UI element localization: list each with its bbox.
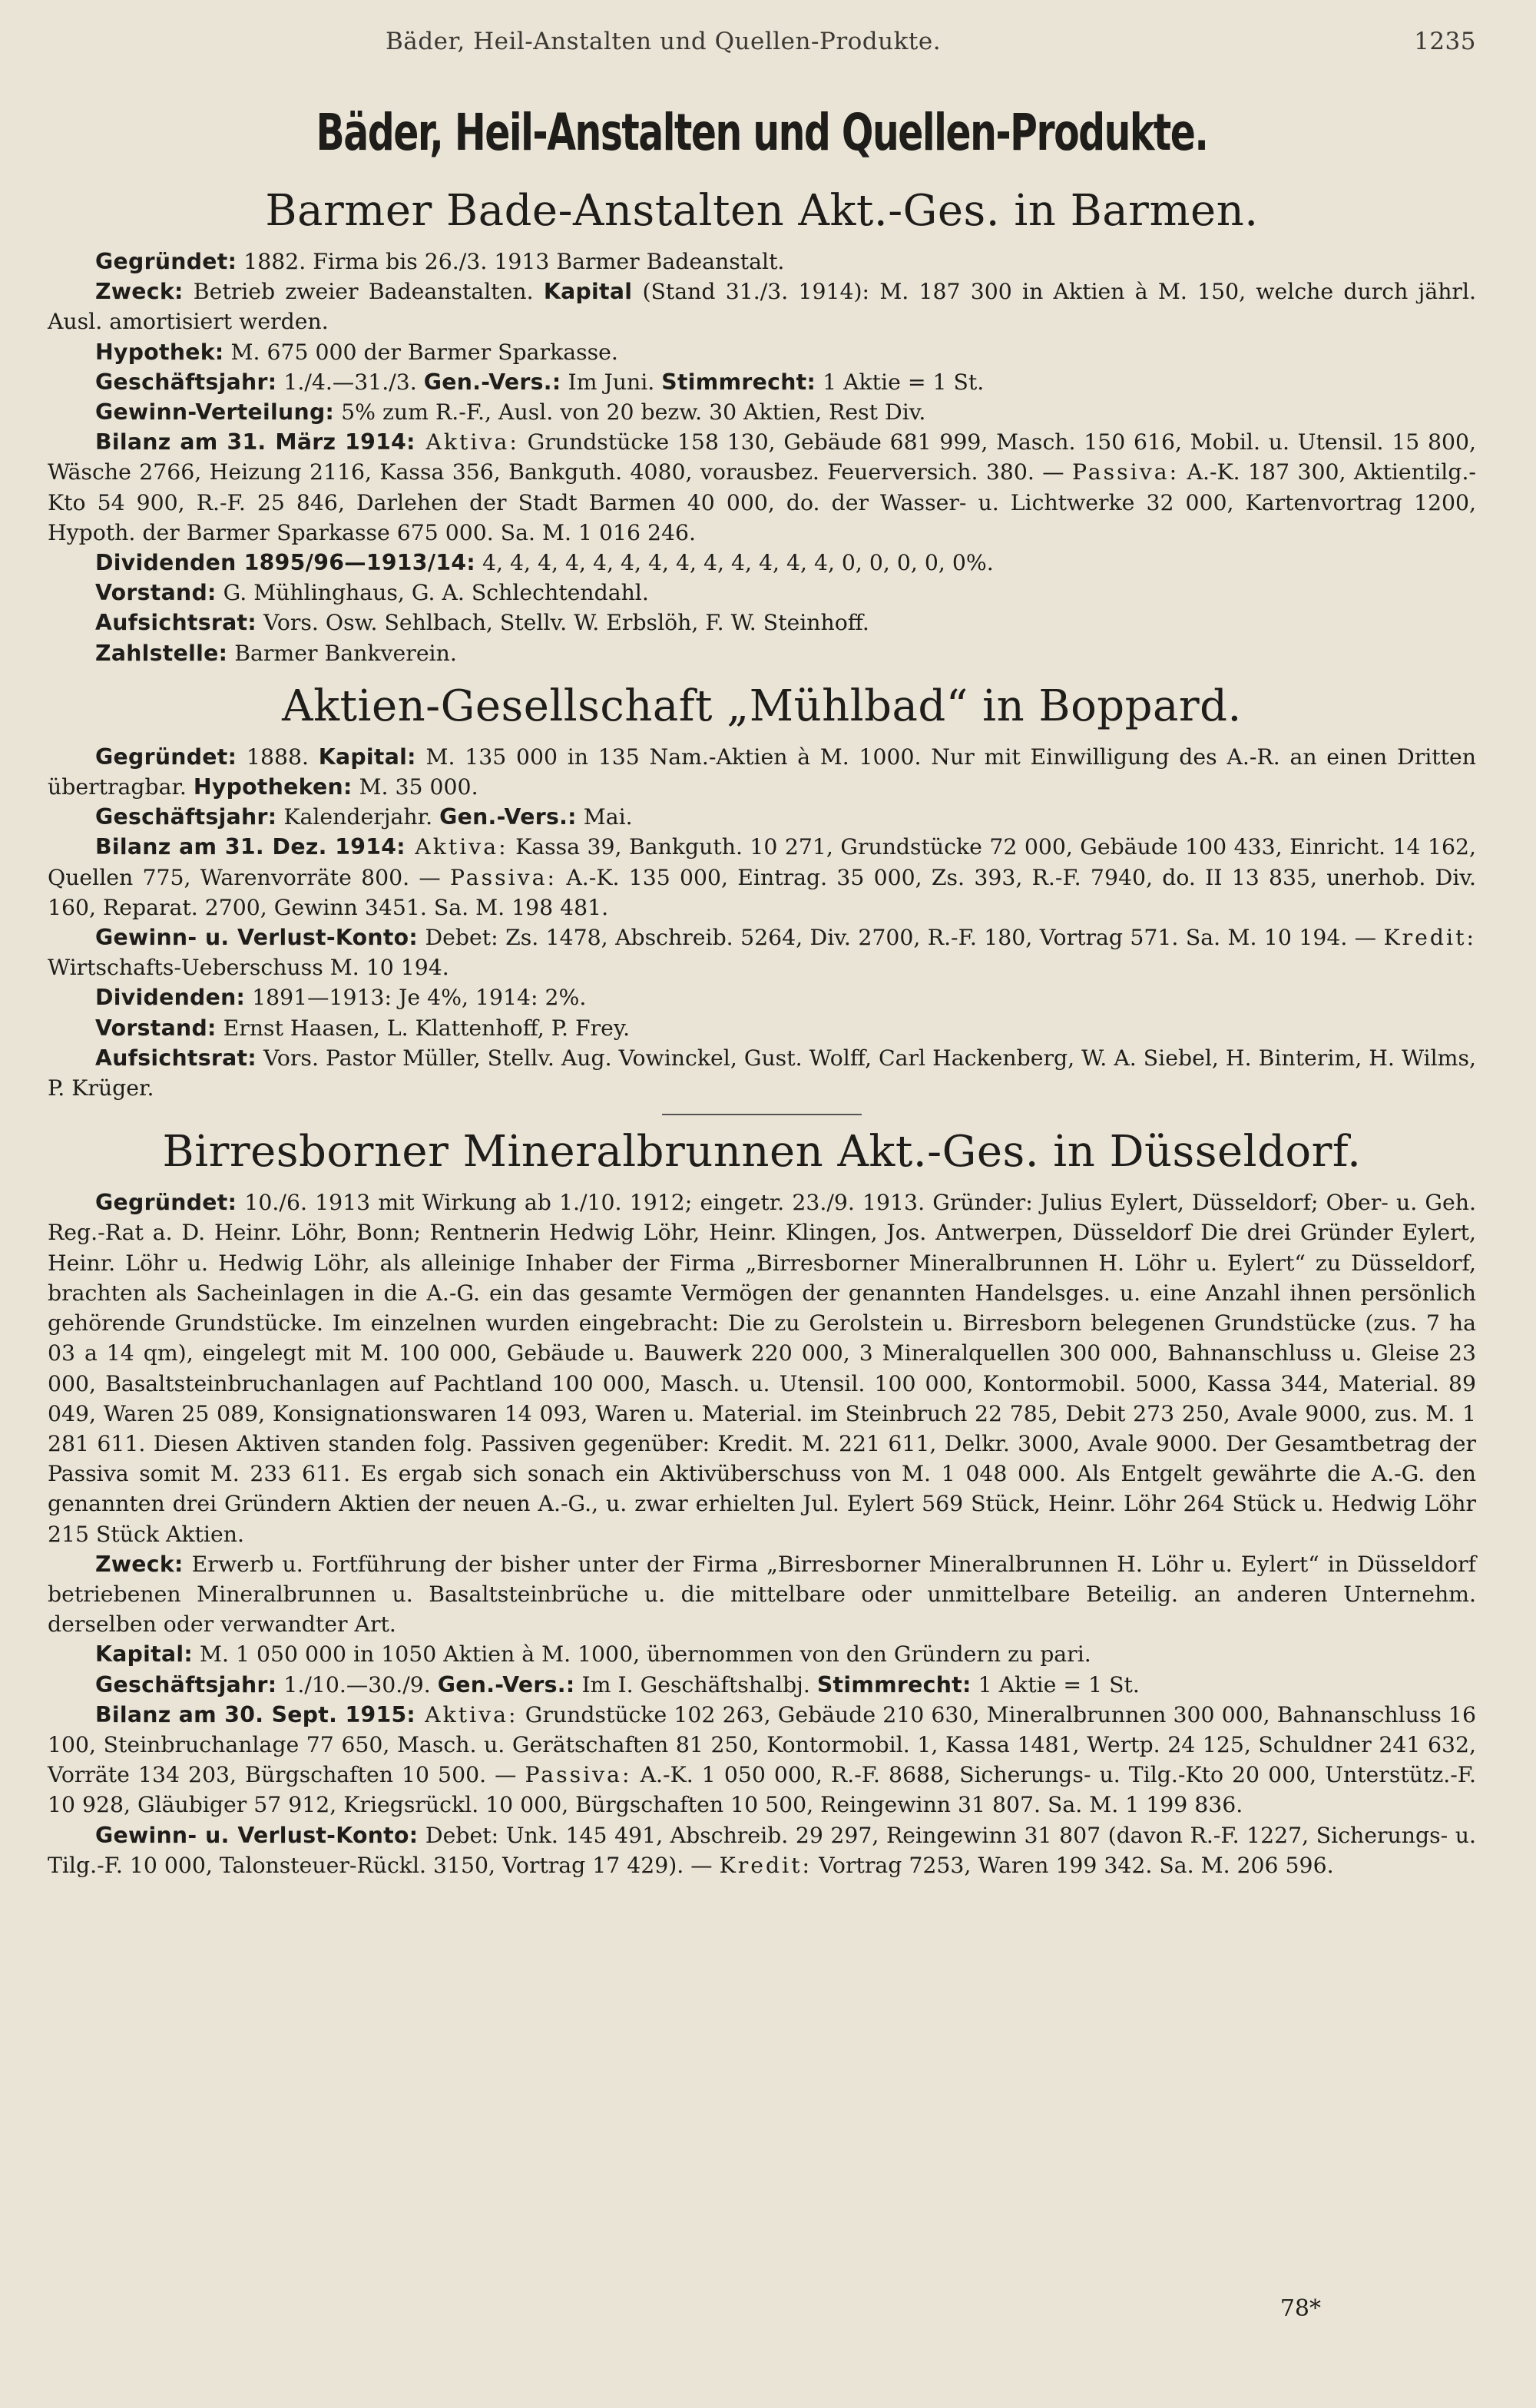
entry-text: 5% zum R.-F., Ausl. von 20 bezw. 30 Aktien, Rest Div. [334,399,926,426]
entry-paragraph [48,277,1476,336]
entry-label: Hypotheken: [193,774,353,800]
entry-paragraph [48,427,1476,548]
entry-text: A.-K. 135 000, Eintrag. 35 000, Zs. 393, R.-F. 7940, do. II 13 835, unerhob. Div. 160, Reparat. 2700, Gewinn 3451. Sa. M. 198 481. [48,864,1476,920]
entry-paragraph [48,1670,1476,1700]
entry-label: Geschäftsjahr: [95,804,277,830]
entry-paragraph [48,1013,1476,1043]
entry-paragraph [48,638,1476,668]
entry-text: Vors. Pastor Müller, Stellv. Aug. Vowinckel, Gust. Wolff, Carl Hackenberg, W. A. Siebel, H. Binterim, H. Wilms, P. Krüger. [48,1045,1476,1101]
entry-text: Ernst Haasen, L. Klattenhoff, P. Frey. [216,1015,631,1041]
section-title: Bäder, Heil-Anstalten und Quellen-Produkte. [316,103,1208,162]
entry-text: A.-K. 1 050 000, R.-F. 8688, Sicherungs- u. Tilg.-Kto 20 000, Unterstütz.-F. 10 928, Gläubiger 57 912, Kriegsrückl. 10 000, Bürgschaften 10 500, Reingewinn 31 807. Sa. M. 1 199 836. [48,1762,1476,1818]
entry-text: Kassa 39, Bankguth. 10 271, Grundstücke 72 000, Gebäude 100 433, Einricht. 14 162, Quellen 775, Warenvorräte 800. — [48,834,1476,890]
entry-spaced-term: Aktiva: [405,834,508,860]
entry-paragraph [48,367,1476,397]
entry-label: Dividenden 1895/96—1913/14: [95,550,476,576]
entry-label: Stimmrecht: [661,369,816,395]
entry-spaced-term: Passiva: [449,864,558,890]
entry-text: Debet: Unk. 145 491, Abschreib. 29 297, Reingewinn 31 807 (davon R.-F. 1227, Sicherungs- u. Tilg.-F. 10 000, Talonsteuer-Rückl. 3150, Vortrag 17 429). — [48,1822,1476,1878]
entry-text: Im I. Geschäftshalbj. [574,1671,817,1698]
entry-label: Aufsichtsrat: [95,610,257,636]
entry-spaced-term: Kredit: [1383,925,1476,951]
entry-text: 1 Aktie = 1 St. [971,1671,1140,1698]
company-name: Birresborner Mineralbrunnen Akt.-Ges. in Düsseldorf. [162,1127,1362,1178]
entry-text: Erwerb u. Fortführung der bisher unter der Firma „Birresborner Mineralbrunnen H. Löhr u. Eylert“ in Düsseldorf betriebenen Mineralbrunnen u. Basaltsteinbrüche u. die mittelbare oder unmittelbare Beteilig. an anderen Unternehm. derselben oder verwandter Art. [48,1551,1476,1638]
page-number: 1235 [1414,28,1476,55]
entry-text: Betrieb zweier Badeanstalten. [183,279,544,305]
entry-label: Dividenden: [95,985,246,1011]
entry-label: Stimmrecht: [816,1671,972,1698]
entry-label: Gen.-Vers.: [437,1671,575,1698]
entry-text: A.-K. 187 300, Aktientilg.-Kto 54 900, R.-F. 25 846, Darlehen der Stadt Barmen 40 000, do. der Wasser- u. Lichtwerke 32 000, Kartenvortrag 1200, Hypoth. der Barmer Sparkasse 675 000. Sa. M. 1 016 246. [48,459,1476,545]
entry-text: Grundstücke 158 130, Gebäude 681 999, Masch. 150 616, Mobil. u. Utensil. 15 800, Wäsche 2766, Heizung 2116, Kassa 356, Bankguth. 4080, vorausbez. Feuerversich. 380. — [48,429,1476,485]
entry-label: Bilanz am 31. März 1914: [95,429,415,455]
running-head-title: Bäder, Heil-Anstalten und Quellen-Produkte. [386,28,942,55]
entry-text: M. 135 000 in 135 Nam.-Aktien à M. 1000. Nur mit Einwilligung des A.-R. an einen Dritten übertragbar. [48,744,1476,800]
entry-label: Gen.-Vers.: [439,804,577,830]
entry-label: Kapital: [95,1641,194,1668]
entry-label: Gen.-Vers.: [423,369,561,395]
entry-label: Zweck: [95,1551,184,1577]
entry-text: Debet: Zs. 1478, Abschreib. 5264, Div. 2700, R.-F. 180, Vortrag 571. Sa. M. 10 194. — [418,925,1384,951]
entry-label: Gegründet: [95,249,237,274]
entry-paragraph [48,1820,1476,1880]
entry-text: (Stand 31./3. 1914): M. 187 300 in Aktien à M. 150, welche durch jährl. Ausl. amortisiert werden. [48,279,1476,335]
entry-spaced-term: Passiva: [525,1762,632,1788]
entry-paragraph [48,247,1476,277]
entry-label: Zweck: [95,279,184,305]
entry-text: 1 Aktie = 1 St. [816,369,985,395]
signature-mark: 78* [1279,2295,1321,2322]
entry-label: Geschäftsjahr: [95,369,277,395]
entry-text: M. 35 000. [352,774,478,800]
entry-spaced-term: Aktiva: [415,1701,518,1727]
entry-text: Wirtschafts-Ueberschuss M. 10 194. [48,955,449,981]
entry-paragraph [48,608,1476,638]
entry-paragraph [48,832,1476,922]
entry-label: Vorstand: [95,580,217,606]
entry-text: Barmer Bankverein. [227,640,457,666]
entry-paragraph [48,1043,1476,1103]
running-head [48,28,1476,55]
entry-text: 1888. [237,744,319,770]
entry-paragraph [48,922,1476,982]
company-section [48,679,1476,1103]
company-name: Barmer Bade-Anstalten Akt.-Ges. in Barmen. [265,186,1259,236]
entry-label: Kapital: [318,744,416,770]
entry-label: Hypothek: [95,339,224,365]
entry-text: Im Juni. [561,369,662,395]
entry-text: 1./4.—31./3. [276,369,424,395]
entry-text: 4, 4, 4, 4, 4, 4, 4, 4, 4, 4, 4, 4, 4, 0, 0, 0, 0, 0%. [475,550,994,576]
entry-label: Vorstand: [95,1015,217,1041]
entry-text: Vors. Osw. Sehlbach, Stellv. W. Erbslöh, F. W. Steinhoff. [256,610,869,636]
divider [662,1114,862,1115]
entry-label: Aufsichtsrat: [95,1045,257,1071]
entry-paragraph [48,1639,1476,1669]
entry-label: Gegründet: [95,744,237,770]
entry-label: Gewinn-Verteilung: [95,399,335,426]
entry-paragraph [48,1700,1476,1820]
entry-text: 10./6. 1913 mit Wirkung ab 1./10. 1912; eingetr. 23./9. 1913. Gründer: Julius Eylert, Düsseldorf; Ober- u. Geh. Reg.-Rat a. D. Heinr. Löhr, Bonn; Rentnerin Hedwig Löhr, Heinr. Klingen, Jos. Antwerpen, Düsseldorf Die drei Gründer Eylert, Heinr. Löhr u. Hedwig Löhr, als alleinige Inhaber der Firma „Birresborner Mineralbrunnen H. Löhr u. Eylert“ zu Düsseldorf, brachten als Sacheinlagen in die A.-G. ein das gesamte Vermögen der genannten Handelsges. u. eine Anzahl ihnen persönlich gehörende Grundstücke. Im einzelnen wurden eingebracht: Die zu Gerolstein u. Birresborn belegenen Grundstücke (zus. 7 ha 03 a 14 qm), eingelegt mit M. 100 000, Gebäude u. Bauwerk 220 000, 3 Mineralquellen 300 000, Bahnanschluss u. Gleise 23 000, Basaltsteinbruchanlagen auf Pachtland 100 000, Masch. u. Utensil. 100 000, Kontormobil. 5000, Kassa 344, Material. 89 049, Waren 25 089, Konsignationswaren 14 093, Waren u. Material. im Steinbruch 22 785, Debit 273 250, Avale 9000, zus. M. 1 281 611. Diesen Aktiven standen folg. Passiven gegenüber: Kredit. M. 221 611, Delkr. 3000, Avale 9000. Der Gesamtbetrag der Passiva somit M. 233 611. Es ergab sich sonach ein Aktivüberschuss von M. 1 048 000. Als Entgelt gewährte die A.-G. den genannten drei Gründern Aktien der neuen A.-G., u. zwar erhielten Jul. Eylert 569 Stück, Heinr. Löhr 264 Stück u. Hedwig Löhr 215 Stück Aktien. [48,1190,1476,1547]
entry-paragraph [48,1187,1476,1548]
entry-spaced-term: Aktiva: [415,429,519,455]
entry-label: Bilanz am 30. Sept. 1915: [95,1701,416,1727]
company-section [48,1114,1476,1880]
company-list [48,184,1476,1880]
entry-paragraph [48,397,1476,427]
entry-text: Kalenderjahr. [276,804,440,830]
entry-label: Zahlstelle: [95,640,228,666]
entry-paragraph [48,548,1476,578]
entry-text: Vortrag 7253, Waren 199 342. Sa. M. 206 596. [812,1852,1334,1878]
entry-label: Gewinn- u. Verlust-Konto: [95,925,419,951]
entry-text: G. Mühlinghaus, G. A. Schlechtendahl. [216,580,649,606]
entry-label: Bilanz am 31. Dez. 1914: [95,834,406,860]
entry-label: Geschäftsjahr: [95,1671,277,1698]
entry-text: M. 675 000 der Barmer Sparkasse. [223,339,618,365]
entry-label: Kapital [543,279,633,305]
entry-text: M. 1 050 000 in 1050 Aktien à M. 1000, übernommen von den Gründern zu pari. [193,1641,1091,1668]
company-section [48,184,1476,668]
entry-text: 1891—1913: Je 4%, 1914: 2%. [245,985,587,1011]
entry-paragraph [48,742,1476,802]
entry-paragraph [48,337,1476,367]
entry-paragraph [48,578,1476,608]
entry-paragraph [48,1549,1476,1640]
entry-text: Mai. [576,804,633,830]
entry-text: 1882. Firma bis 26./3. 1913 Barmer Badeanstalt. [237,249,785,274]
entry-paragraph [48,982,1476,1012]
entry-spaced-term: Kredit: [719,1852,813,1878]
entry-paragraph [48,802,1476,832]
entry-text: Grundstücke 102 263, Gebäude 210 630, Mineralbrunnen 300 000, Bahnanschluss 16 100, Steinbruchanlage 77 650, Masch. u. Gerätschaften 81 250, Kontormobil. 1, Kassa 1481, Wertp. 24 125, Schuldner 241 632, Vorräte 134 203, Bürgschaften 10 500. — [48,1701,1477,1788]
entry-label: Gewinn- u. Verlust-Konto: [95,1822,419,1848]
entry-label: Gegründet: [95,1190,237,1216]
entry-text: 1./10.—30./9. [276,1671,438,1698]
entry-spaced-term: Passiva: [1072,459,1180,485]
company-name: Aktien-Gesellschaft „Mühlbad“ in Boppard. [282,681,1242,731]
